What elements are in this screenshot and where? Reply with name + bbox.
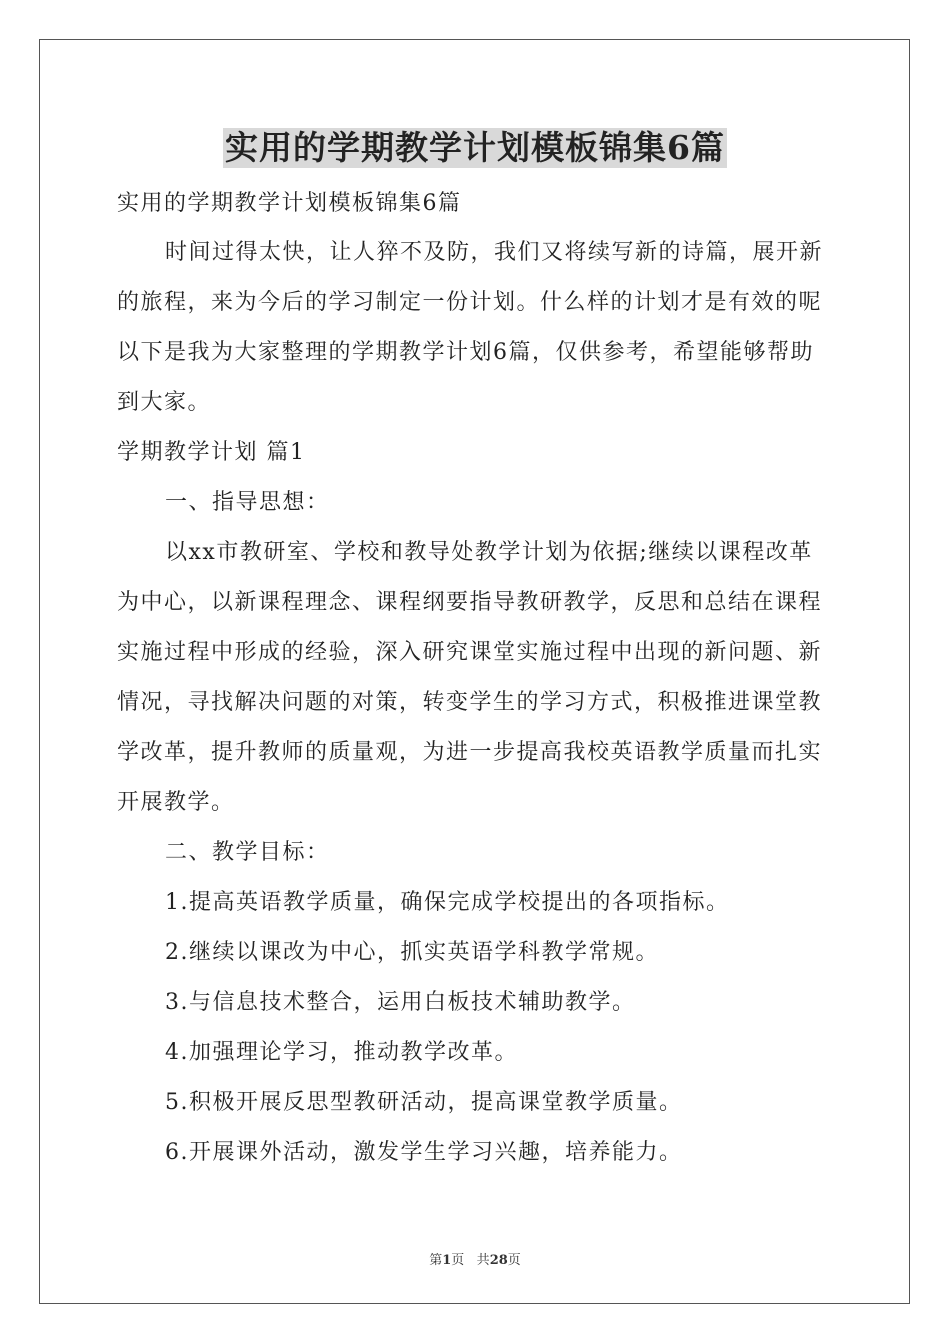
section-heading: 学期教学计划 篇1 — [117, 440, 306, 465]
part1-line: 情况，寻找解决问题的对策，转变学生的学习方式，积极推进课堂教 — [117, 690, 823, 715]
part1-line: 实施过程中形成的经验，深入研究课堂实施过程中出现的新问题、新 — [117, 640, 823, 665]
goal-item: 3.与信息技术整合，运用白板技术辅助教学。 — [165, 990, 636, 1015]
total-suffix: 页 — [507, 1253, 521, 1268]
goal-item: 6.开展课外活动，激发学生学习兴趣，培养能力。 — [165, 1140, 683, 1165]
document-subtitle: 实用的学期教学计划模板锦集6篇 — [117, 191, 462, 216]
part2-heading: 二、教学目标： — [165, 840, 330, 865]
intro-line: 以下是我为大家整理的学期教学计划6篇，仅供参考，希望能够帮助 — [117, 340, 814, 365]
part1-line: 开展教学。 — [117, 790, 235, 815]
page-suffix: 页 — [451, 1253, 465, 1268]
page-footer — [0, 1249, 950, 1268]
page-prefix: 第 — [429, 1253, 443, 1268]
goal-item: 2.继续以课改为中心，抓实英语学科教学常规。 — [165, 940, 659, 965]
document-title: 实用的学期教学计划模板锦集6篇 — [225, 128, 725, 167]
intro-line: 到大家。 — [117, 390, 212, 415]
total-prefix: 共 — [476, 1253, 490, 1268]
total-pages: 28 — [489, 1253, 508, 1268]
intro-line: 的旅程，来为今后的学习制定一份计划。什么样的计划才是有效的呢 — [117, 290, 823, 315]
goal-item: 1.提高英语教学质量，确保完成学校提出的各项指标。 — [165, 890, 730, 915]
part1-line: 以xx市教研室、学校和教导处教学计划为依据;继续以课程改革 — [165, 540, 813, 565]
part1-line: 学改革，提升教师的质量观，为进一步提高我校英语教学质量而扎实 — [117, 740, 823, 765]
goal-item: 5.积极开展反思型教研活动，提高课堂教学质量。 — [165, 1090, 683, 1115]
goal-item: 4.加强理论学习，推动教学改革。 — [165, 1040, 518, 1065]
part1-heading: 一、指导思想： — [165, 490, 330, 515]
title-container — [0, 128, 950, 168]
page-number: 1 — [442, 1253, 452, 1268]
part1-line: 为中心，以新课程理念、课程纲要指导教研教学，反思和总结在课程 — [117, 590, 823, 615]
intro-line: 时间过得太快，让人猝不及防，我们又将续写新的诗篇，展开新 — [165, 240, 824, 265]
